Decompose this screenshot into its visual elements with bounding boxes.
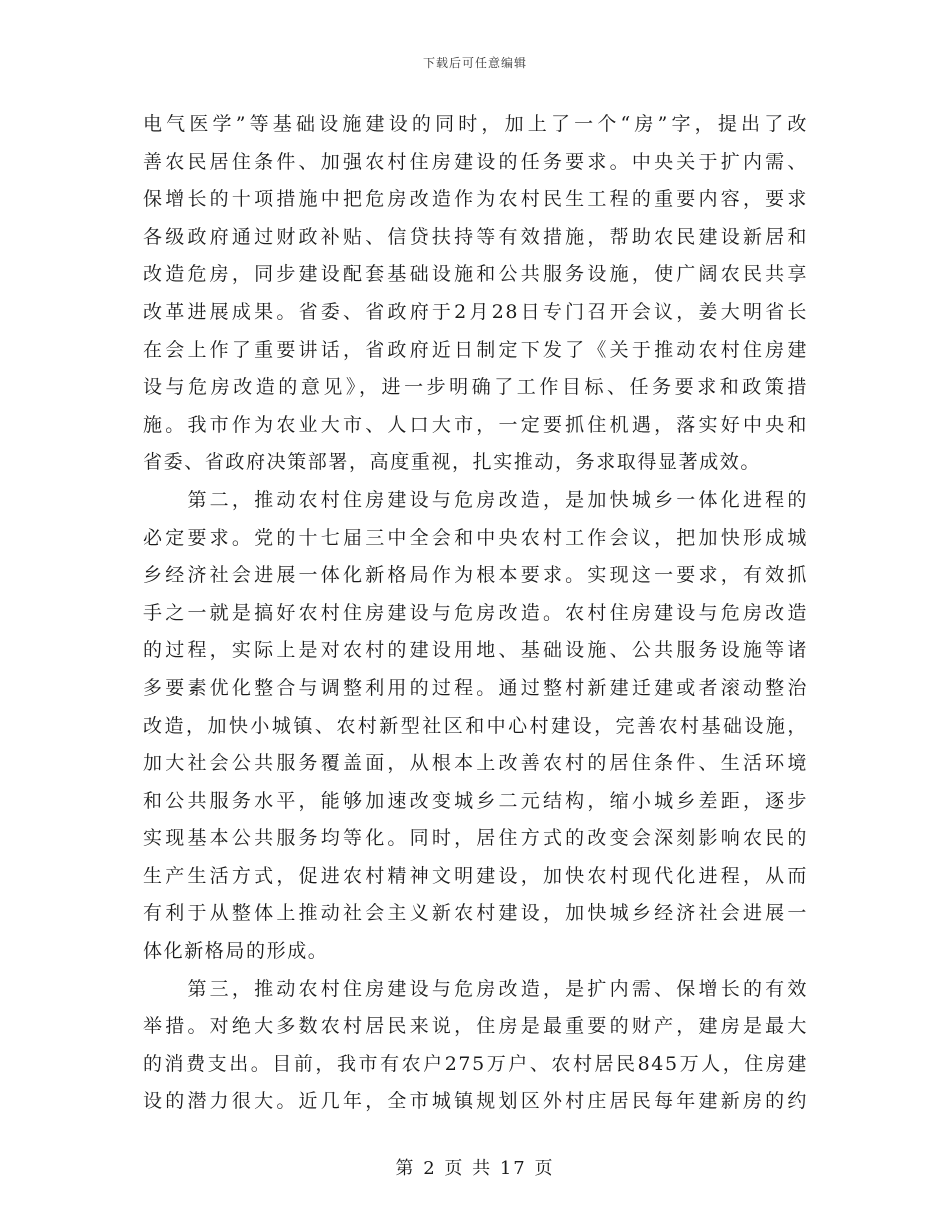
body-line: 有利于从整体上推动社会主义新农村建设，加快城乡经济社会进展一 [143, 902, 808, 925]
body-line: 乡经济社会进展一体化新格局作为根本要求。实现这一要求，有效抓 [143, 564, 808, 587]
body-line: 各级政府通过财政补贴、信贷扶持等有效措施，帮助农民建设新居和 [143, 225, 808, 248]
body-line: 的过程，实际上是对农村的建设用地、基础设施、公共服务设施等诸 [143, 639, 808, 662]
body-line: 多要素优化整合与调整利用的过程。通过整村新建迁建或者滚动整治 [143, 676, 808, 699]
body-line: 省委、省政府决策部署，高度重视，扎实推动，务求取得显著成效。 [143, 451, 762, 474]
body-line: 的消费支出。目前，我市有农户275万户、农村居民845万人，住房建 [143, 1052, 808, 1075]
body-line: 手之一就是搞好农村住房建设与危房改造。农村住房建设与危房改造 [143, 601, 808, 624]
body-line: 体化新格局的形成。 [143, 940, 329, 963]
body-line: 实现基本公共服务均等化。同时，居住方式的改变会深刻影响农民的 [143, 827, 808, 850]
body-line: 生产生活方式，促进农村精神文明建设，加快农村现代化进程，从而 [143, 864, 808, 887]
body-line: 改造，加快小城镇、农村新型社区和中心村建设，完善农村基础设施， [143, 714, 808, 737]
body-line: 设的潜力很大。近几年，全市城镇规划区外村庄居民每年建新房的约 [143, 1090, 808, 1113]
body-line: 在会上作了重要讲话，省政府近日制定下发了《关于推动农村住房建 [143, 338, 808, 361]
body-line: 加大社会公共服务覆盖面，从根本上改善农村的居住条件、生活环境 [143, 752, 808, 775]
body-line: 善农民居住条件、加强农村住房建设的任务要求。中央关于扩内需、 [143, 150, 808, 173]
body-line: 和公共服务水平，能够加速改变城乡二元结构，缩小城乡差距，逐步 [143, 789, 808, 812]
page-header-note: 下载后可任意编辑 [422, 56, 527, 70]
body-line: 改革进展成果。省委、省政府于2月28日专门召开会议，姜大明省长 [143, 300, 808, 323]
document-body [143, 106, 808, 1121]
body-line: 电气医学”等基础设施建设的同时，加上了一个“房”字，提出了改 [143, 113, 808, 135]
body-line: 保增长的十项措施中把危房改造作为农村民生工程的重要内容，要求 [143, 188, 808, 211]
page-number-footer: 第 2 页 共 17 页 [395, 1158, 555, 1179]
body-line: 第三，推动农村住房建设与危房改造，是扩内需、保增长的有效 [143, 977, 808, 1000]
body-line: 设与危房改造的意见》，进一步明确了工作目标、任务要求和政策措 [143, 376, 808, 399]
body-line: 必定要求。党的十七届三中全会和中央农村工作会议，把加快形成城 [143, 526, 808, 549]
body-line: 施。我市作为农业大市、人口大市，一定要抓住机遇，落实好中央和 [143, 413, 808, 436]
body-line: 改造危房，同步建设配套基础设施和公共服务设施，使广阔农民共享 [143, 263, 808, 286]
body-line: 第二，推动农村住房建设与危房改造，是加快城乡一体化进程的 [143, 488, 808, 511]
body-line: 举措。对绝大多数农村居民来说，住房是最重要的财产，建房是最大 [143, 1015, 808, 1038]
